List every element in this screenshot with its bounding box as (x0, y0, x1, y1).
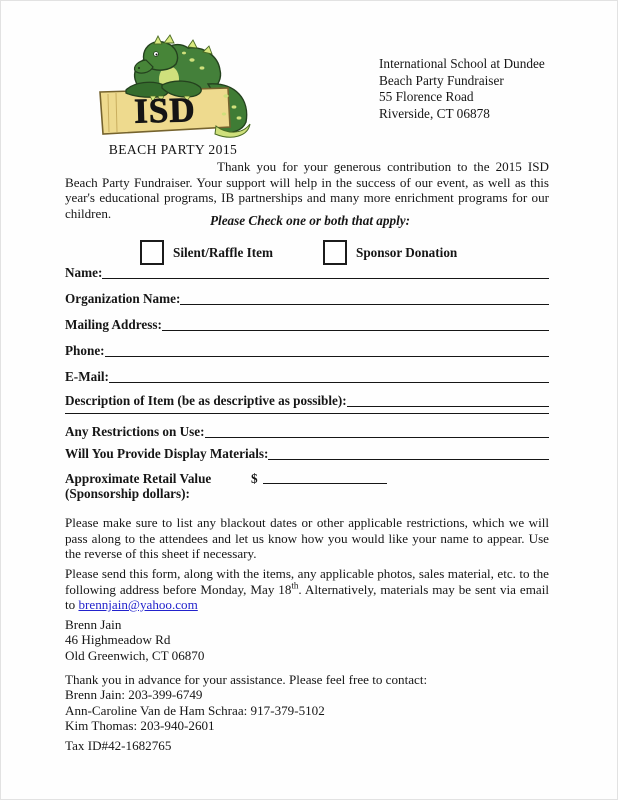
field-row-mailing-address (65, 317, 549, 332)
intro-paragraph: Thank you for your generous contribution to the 2015 ISD Beach Party Fundraiser. Your support will help in the success of our event, as well as this year's educational programs, IB partnerships and many more enrichment programs for our children. (65, 159, 549, 221)
letterhead-line: International School at Dundee (379, 56, 545, 71)
sender-line: 46 Highmeadow Rd (65, 632, 171, 648)
dollar-sign: $ (251, 471, 258, 486)
email-link[interactable]: brennjain@yahoo.com (78, 597, 198, 612)
retail-value-blank-line (263, 471, 387, 484)
mailing-address-blank-line (162, 320, 549, 331)
sponsor-donation-checkbox[interactable] (323, 240, 347, 265)
field-row-name (65, 265, 549, 280)
silent-raffle-label: Silent/Raffle Item (173, 244, 273, 260)
logo-sign-text: ISD (133, 90, 197, 131)
sender-address (65, 617, 204, 663)
restrictions-label: Any Restrictions on Use: (65, 424, 205, 439)
contact-list (65, 672, 427, 734)
field-row-organization (65, 291, 549, 306)
silent-raffle-checkbox[interactable] (140, 240, 164, 265)
isd-dragon-logo (95, 34, 259, 142)
field-row-phone (65, 343, 549, 358)
checkbox-group-sponsor (323, 240, 457, 265)
letterhead-line: Riverside, CT 06878 (379, 105, 490, 121)
description-blank-line-2 (65, 401, 549, 414)
email-blank-line (109, 372, 549, 383)
contact-line: Kim Thomas: 203-940-2601 (65, 718, 215, 734)
phone-blank-line (105, 346, 549, 357)
sender-line: Brenn Jain (65, 617, 122, 632)
tax-id: Tax ID#42-1682765 (65, 738, 172, 753)
letterhead-address (379, 56, 545, 122)
description-label: Description of Item (be as descriptive as possible): (65, 393, 347, 408)
contact-line: Ann-Caroline Van de Ham Schraa: 917-379-5102 (65, 702, 325, 718)
display-materials-label: Will You Provide Display Materials: (65, 446, 269, 461)
retail-value-label-line1: Approximate Retail Value (65, 471, 212, 486)
letterhead-line: 55 Florence Road (379, 89, 474, 104)
display-materials-blank-line (268, 449, 549, 460)
restrictions-blank-line (205, 427, 549, 438)
field-row-restrictions (65, 424, 549, 439)
organization-blank-line (180, 294, 549, 305)
field-row-email (65, 369, 549, 384)
apply-prompt: Please Check one or both that apply: (209, 213, 410, 228)
organization-label: Organization Name: (65, 291, 181, 306)
ordinal-suffix: th (291, 580, 299, 591)
phone-label: Phone: (65, 343, 105, 358)
retail-value-label-line2: (Sponsorship dollars): (65, 486, 190, 501)
send-instructions (65, 566, 549, 613)
sponsor-donation-label: Sponsor Donation (356, 244, 458, 260)
retail-value-label (65, 471, 211, 501)
field-row-display-materials (65, 446, 549, 461)
email-label: E-Mail: (65, 369, 109, 384)
letterhead-line: Beach Party Fundraiser (379, 72, 504, 88)
name-label: Name: (65, 265, 103, 280)
mailing-address-label: Mailing Address: (65, 317, 162, 332)
send-note-part2: . Alternatively, materials may be sent via email to (65, 581, 549, 612)
logo-caption: BEACH PARTY 2015 (108, 142, 238, 157)
contact-line: Brenn Jain: 203-399-6749 (65, 687, 203, 703)
send-note-part1: Please send this form, along with the items, any applicable photos, sales material, etc. to the following address before Monday, May 18 (65, 566, 549, 597)
contacts-intro: Thank you in advance for your assistance. Please feel free to contact: (65, 672, 428, 687)
blackout-note: Please make sure to list any blackout dates or other applicable restrictions, which we will pass along to the attendees and let us know how you would like your name to appear. Use the reverse of this sheet if necessary. (65, 515, 549, 561)
name-blank-line (102, 268, 549, 279)
sender-line: Old Greenwich, CT 06870 (65, 647, 205, 663)
checkbox-group-silent-raffle (140, 240, 273, 265)
